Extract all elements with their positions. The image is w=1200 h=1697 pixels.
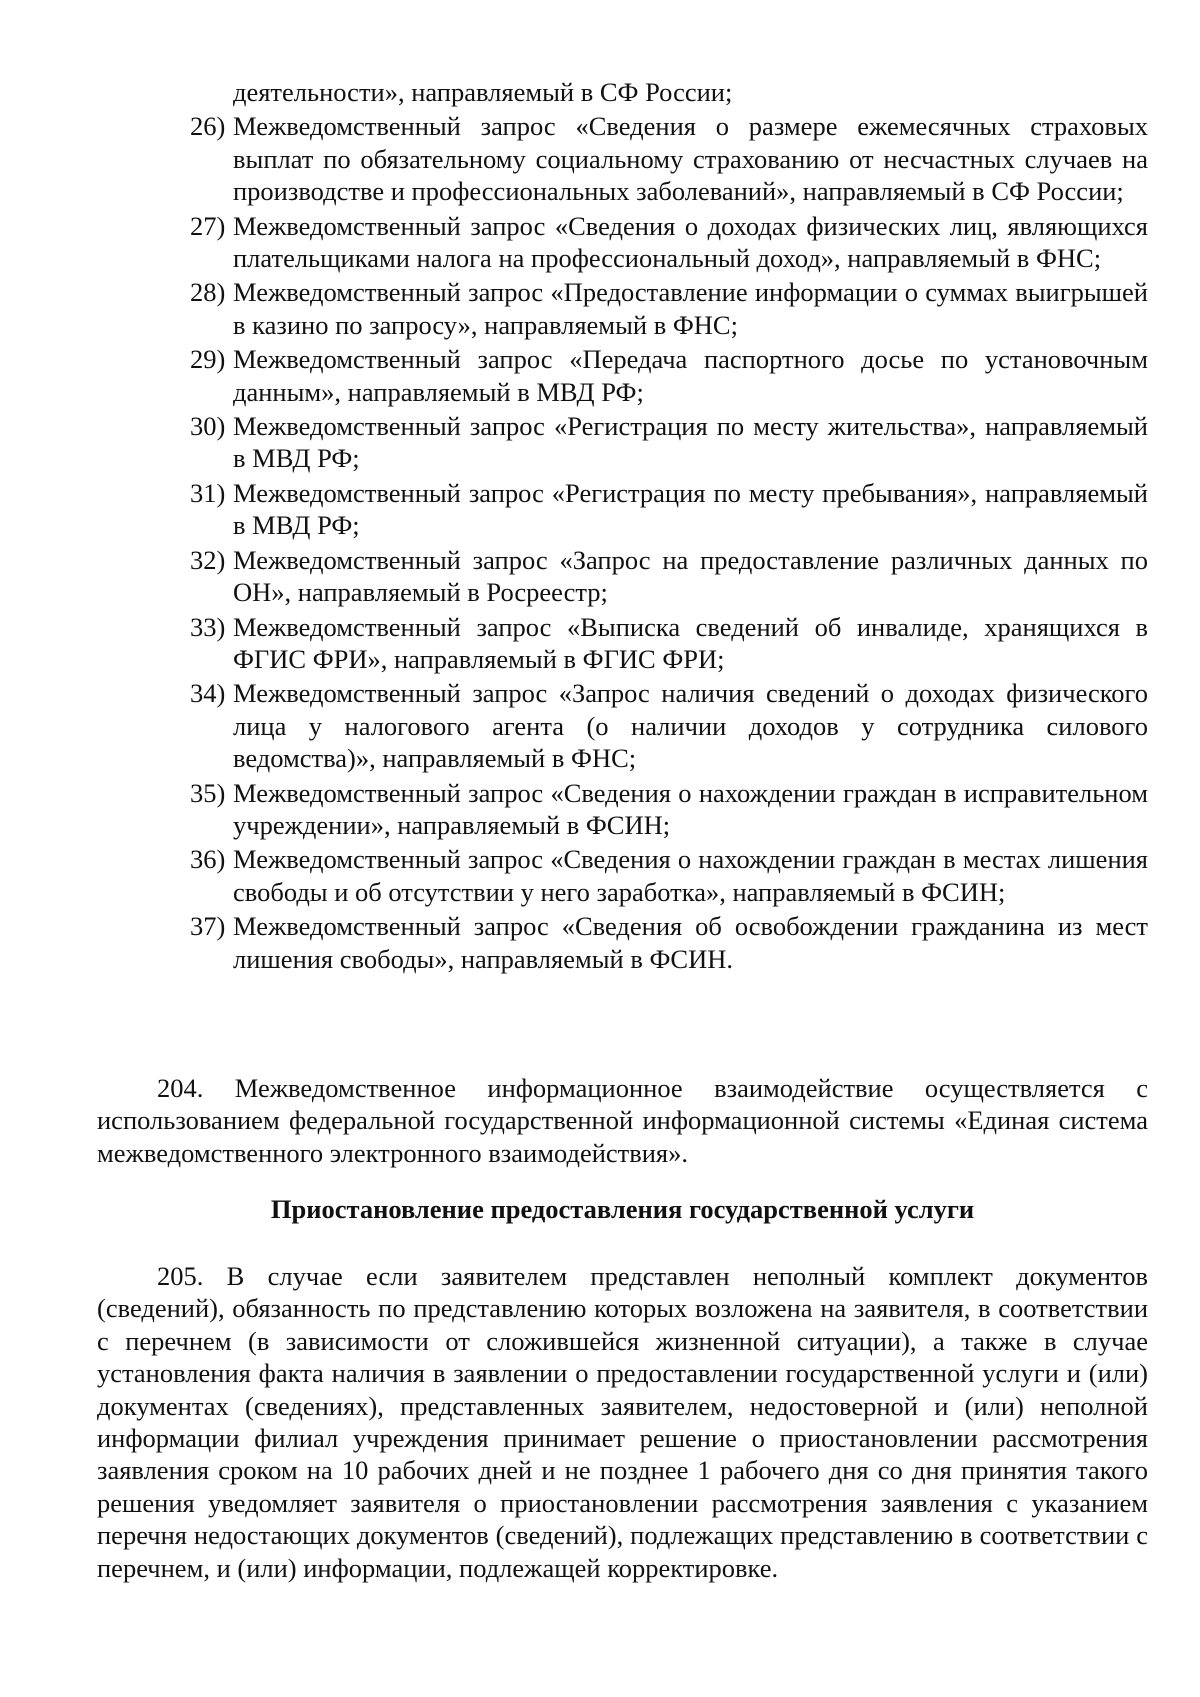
- item-text: Межведомственный запрос «Сведения о нахождении граждан в местах лишения свободы и об отсутствии у него заработка», направляемый в ФСИН;: [233, 844, 1148, 907]
- item-text: Межведомственный запрос «Передача паспортного досье по установочным данным», направляемый в МВД РФ;: [233, 344, 1148, 407]
- item-text: Межведомственный запрос «Предоставление информации о суммах выигрышей в казино по запросу», направляемый в ФНС;: [233, 277, 1148, 340]
- paragraph-205-block: [97, 1260, 1148, 1584]
- item-number: 29): [190, 344, 226, 375]
- item-text: Межведомственный запрос «Сведения об освобождении гражданина из мест лишения свободы», направляемый в ФСИН.: [233, 911, 1148, 974]
- item-text: Межведомственный запрос «Выписка сведений об инвалиде, хранящихся в ФГИС ФРИ», направляемый в ФГИС ФРИ;: [233, 611, 1148, 674]
- item-number: 36): [190, 844, 226, 875]
- list-item: [190, 210, 1148, 275]
- item-text: Межведомственный запрос «Запрос на предоставление различных данных по ОН», направляемый в Росреестр;: [233, 544, 1148, 608]
- section-heading: Приостановление предоставления государственной услуги: [270, 1194, 975, 1224]
- item-number: 31): [190, 477, 226, 508]
- item-number: 26): [190, 111, 226, 142]
- list-item: [190, 477, 1148, 542]
- item-text: Межведомственный запрос «Сведения о доходах физических лиц, являющихся плательщиками налога на профессиональный доход», направляемый в ФНС;: [233, 210, 1148, 274]
- list-item: [190, 777, 1148, 842]
- list-item: [190, 677, 1148, 774]
- paragraph-204-block: [97, 1072, 1148, 1169]
- item-number: 33): [190, 611, 226, 642]
- list-item: [190, 544, 1148, 609]
- list-continuation: деятельности», направляемый в СФ России;: [233, 77, 733, 107]
- item-number: 37): [190, 911, 226, 942]
- item-number: 30): [190, 411, 226, 442]
- list-item: [190, 611, 1148, 676]
- list-item: [190, 910, 1148, 975]
- list-item: [190, 343, 1148, 408]
- list-item: [190, 843, 1148, 908]
- item-text: Межведомственный запрос «Регистрация по месту пребывания», направляемый в МВД РФ;: [233, 477, 1148, 541]
- item-text: Межведомственный запрос «Регистрация по месту жительства», направляемый в МВД РФ;: [233, 411, 1148, 474]
- item-text: Межведомственный запрос «Запрос наличия сведений о доходах физического лица у налогового агента (о наличии доходов у сотрудника силового ведомства)», направляемый в ФНС;: [233, 678, 1148, 774]
- item-text: Межведомственный запрос «Сведения о размере ежемесячных страховых выплат по обязательному социальному страхованию от несчастных случаев на производстве и профессиональных заболеваний», направляемый в СФ России;: [233, 111, 1148, 207]
- item-number: 34): [190, 678, 226, 709]
- item-text: Межведомственный запрос «Сведения о нахождении граждан в исправительном учреждении», направляемый в ФСИН;: [233, 777, 1148, 840]
- list-item: [190, 110, 1148, 207]
- item-number: 35): [190, 777, 226, 808]
- paragraph-204: 204. Межведомственное информационное взаимодействие осуществляется с использованием федеральной государственной информационной системы «Единая система межведомственного электронного взаимодействия».: [97, 1073, 1148, 1168]
- list-item: [190, 276, 1148, 341]
- list-item: [190, 410, 1148, 475]
- item-number: 32): [190, 544, 226, 575]
- item-number: 28): [190, 277, 226, 308]
- paragraph-205: 205. В случае если заявителем представлен неполный комплект документов (сведений), обязанность по представлению которых возложена на заявителя, в соответствии с перечнем (в зависимости от сложившейся жизненной ситуации), а также в случае установления факта наличия в заявлении о предоставлении государственной услуги и (или) документах (сведениях), представленных заявителем, недостоверной и (или) неполной информации филиал учреждения принимает решение о приостановлении рассмотрения заявления сроком на 10 рабочих дней и не позднее 1 рабочего дня со дня принятия такого решения уведомляет заявителя о приостановлении рассмотрения заявления с указанием перечня недостающих документов (сведений), подлежащих представлению в соответствии с перечнем, и (или) информации, подлежащей корректировке.: [97, 1261, 1148, 1583]
- interagency-request-list: [190, 76, 1148, 975]
- item-number: 27): [190, 210, 226, 241]
